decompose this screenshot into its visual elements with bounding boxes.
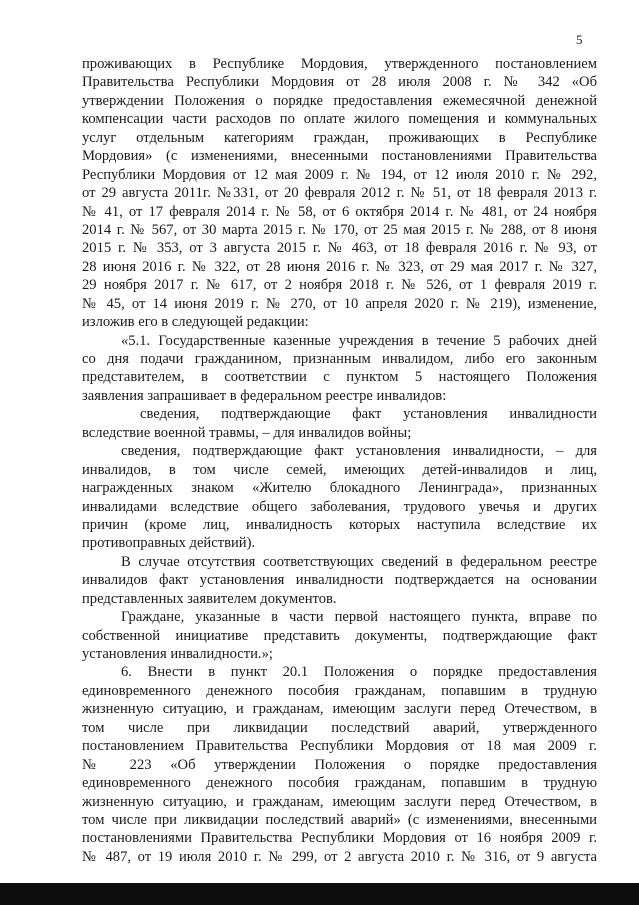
text-line: компенсации части расходов по оплате жилого помещения и коммунальных <box>82 111 597 128</box>
text-line: жизненную ситуацию, и гражданам, имеющим заслуги перед Отечеством, в <box>82 793 597 810</box>
text-line: собственной инициативе представить документы, подтверждающие факт <box>82 627 597 644</box>
text-line: заявления запрашивает в федеральном реестре инвалидов: <box>82 387 447 404</box>
text-line: представленных заявителем документов. <box>82 590 337 607</box>
text-line: Граждане, указанные в части первой настоящего пункта, вправе по <box>121 609 597 626</box>
text-line: награжденных знаком «Жителю блокадного Ленинграда», признанных <box>82 480 597 497</box>
text-line: изложив его в следующей редакции: <box>82 314 309 331</box>
text-line: 28 июня 2016 г. № 322, от 28 июня 2016 г. № 323, от 29 мая 2017 г. № 327, <box>82 258 597 275</box>
text-line: № 487, от 19 июля 2010 г. № 299, от 2 августа 2010 г. № 316, от 9 августа <box>82 848 597 865</box>
text-line: инвалидов факт установления инвалидности подтверждается на основании <box>82 572 597 589</box>
text-line: жизненную ситуацию, и гражданам, имеющим заслуги перед Отечеством, в <box>82 701 597 718</box>
text-line: единовременного денежного пособия гражданам, попавшим в трудную <box>82 775 597 792</box>
text-line: от 29 августа 2011г. №331, от 20 февраля 2012 г. № 51, от 18 февраля 2013 г. <box>82 185 597 202</box>
scan-edge-band <box>0 883 639 905</box>
text-line: утверждении Положения о порядке предоставления ежемесячной денежной <box>82 92 597 109</box>
document-body <box>82 55 597 866</box>
text-line: сведения, подтверждающие факт установления инвалидности <box>140 406 597 423</box>
text-line: со дня подачи гражданином, признанным инвалидом, либо его законным <box>82 351 597 367</box>
text-line: инвалидами вследствие общего заболевания, трудового увечья и других <box>82 498 597 515</box>
text-line: № 41, от 17 февраля 2014 г. № 58, от 6 октября 2014 г. № 481, от 24 ноября <box>82 203 597 220</box>
text-line: № 45, от 14 июня 2019 г. № 270, от 10 апреля 2020 г. № 219), изменение, <box>82 295 597 312</box>
text-line: инвалидов, в том числе семей, имеющих детей-инвалидов и лиц, <box>82 461 597 478</box>
text-line: проживающих в Республике Мордовия, утвержденного постановлением <box>82 56 597 72</box>
text-line: 2014 г. № 567, от 30 марта 2015 г. № 170, от 25 мая 2015 г. № 288, от 8 июня <box>82 221 597 238</box>
text-line: 6. Внести в пункт 20.1 Положения о порядке предоставления <box>121 664 597 681</box>
text-line: сведения, подтверждающие факт установления инвалидности, – для <box>121 443 597 460</box>
text-line: противоправных действий). <box>82 535 256 552</box>
text-line: «5.1. Государственные казенные учреждения в течение 5 рабочих дней <box>121 332 597 349</box>
text-line: вследствие военной травмы, – для инвалидов войны; <box>82 424 412 441</box>
text-line: В случае отсутствия соответствующих сведений в федеральном реестре <box>121 553 597 570</box>
page-number: 5 <box>576 32 583 47</box>
text-line: установления инвалидности.»; <box>82 646 273 662</box>
text-line: № 223 «Об утверждении Положения о порядке предоставления <box>82 756 597 773</box>
text-line: представителем, в соответствии с пунктом 5 настоящего Положения <box>82 369 597 386</box>
text-line: Республики Мордовия от 12 мая 2009 г. № 194, от 12 июля 2010 г. № 292, <box>82 166 597 183</box>
text-line: 2015 г. № 353, от 3 августа 2015 г. № 463, от 18 февраля 2016 г. № 93, от <box>82 240 597 257</box>
text-line: причин (кроме лиц, инвалидность которых наступила вследствие их <box>82 516 597 533</box>
text-line: постановлениями Правительства Республики Мордовия от 16 ноября 2009 г. <box>82 830 597 847</box>
text-line: том числе при ликвидации последствий аварий» (с изменениями, внесенными <box>82 811 597 828</box>
text-line: Мордовия» (с изменениями, внесенными постановлениями Правительства <box>82 148 597 165</box>
text-line: 29 ноября 2017 г. № 617, от 2 ноября 2018 г. № 526, от 1 февраля 2019 г. <box>82 277 597 294</box>
text-line: том числе при ликвидации последствий аварий, утвержденного <box>82 719 597 736</box>
text-line: единовременного денежного пособия гражданам, попавшим в трудную <box>82 682 597 699</box>
text-line: постановлением Правительства Республики Мордовия от 18 мая 2009 г. <box>82 738 597 755</box>
text-line: услуг отдельным категориям граждан, проживающих в Республике <box>82 129 597 146</box>
text-line: Правительства Республики Мордовия от 28 июля 2008 г. № 342 «Об <box>82 74 597 91</box>
